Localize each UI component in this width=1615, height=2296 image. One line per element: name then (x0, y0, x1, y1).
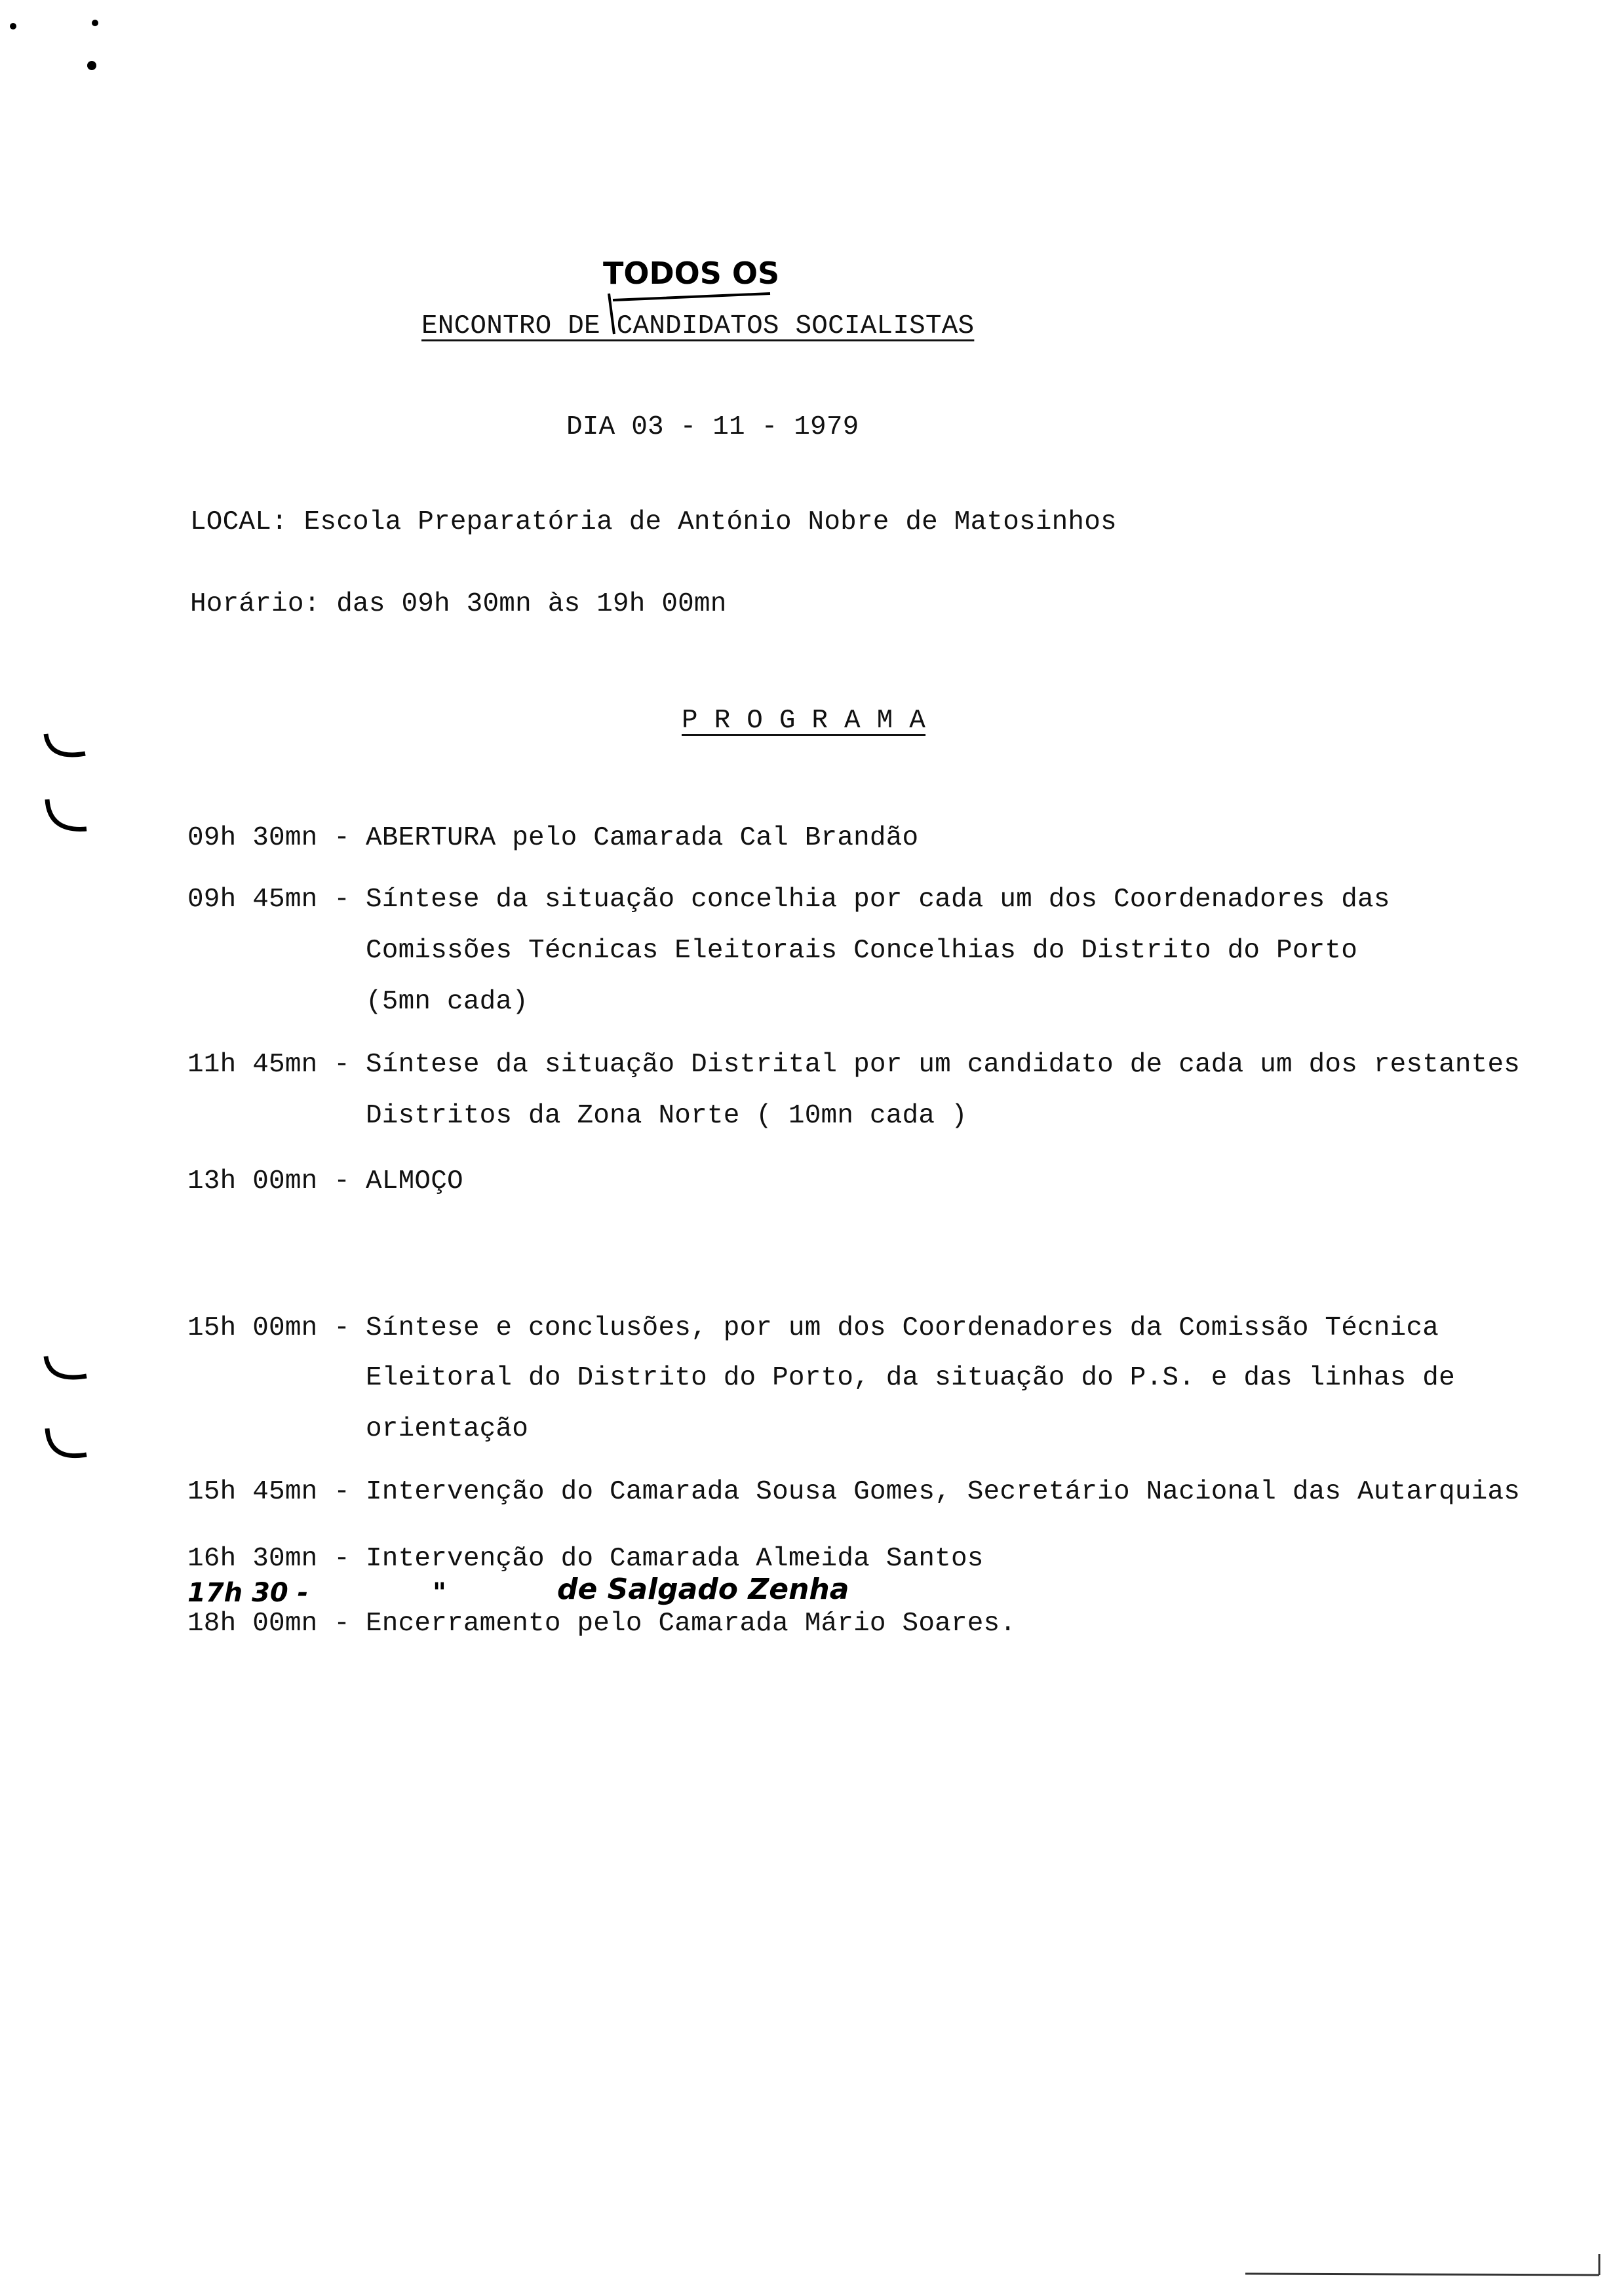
program-time: 15h 00mn - (187, 1313, 351, 1343)
program-item: Intervenção do Camarada Sousa Gomes, Secretário Nacional das Autarquias (366, 1477, 1521, 1507)
program-item: Comissões Técnicas Eleitorais Concelhias do Distrito do Porto (366, 936, 1358, 966)
program-item: (5mn cada) (366, 987, 529, 1017)
program-time: 09h 30mn - (187, 823, 351, 853)
margin-hole-marks (39, 721, 98, 1474)
handwritten-ditto: " (433, 1578, 446, 1608)
program-time: 11h 45mn - (187, 1050, 351, 1080)
handwritten-time: 17h 30 - (187, 1578, 309, 1608)
program-item: Eleitoral do Distrito do Porto, da situação do P.S. e das linhas de (366, 1363, 1455, 1393)
handwritten-insert: TODOS OS (603, 256, 780, 291)
program-item: Distritos da Zona Norte ( 10mn cada ) (366, 1101, 967, 1131)
program-time: 18h 00mn - (187, 1609, 351, 1639)
document-title: ENCONTRO DE CANDIDATOS SOCIALISTAS (421, 311, 975, 341)
program-item: Intervenção do Camarada Almeida Santos (366, 1544, 984, 1574)
program-time: 15h 45mn - (187, 1477, 351, 1507)
handwritten-item: de Salgado Zenha (557, 1573, 849, 1606)
program-item: Síntese da situação Distrital por um candidato de cada um dos restantes (366, 1050, 1521, 1080)
date: DIA 03 - 11 - 1979 (566, 412, 859, 442)
location: LOCAL: Escola Preparatória de António Nobre de Matosinhos (190, 507, 1117, 537)
page-edge-line (1245, 2254, 1606, 2287)
scan-specks (0, 13, 131, 79)
program-item: orientação (366, 1414, 529, 1444)
program-item: Síntese da situação concelhia por cada um dos Coordenadores das (366, 885, 1390, 915)
program-heading: P R O G R A M A (682, 706, 926, 736)
program-item: Síntese e conclusões, por um dos Coordenadores da Comissão Técnica (366, 1313, 1439, 1343)
program-time: 09h 45mn - (187, 885, 351, 915)
program-item: Encerramento pelo Camarada Mário Soares. (366, 1609, 1017, 1639)
schedule-hours: Horário: das 09h 30mn às 19h 00mn (190, 589, 727, 619)
program-time: 16h 30mn - (187, 1544, 351, 1574)
program-time: 13h 00mn - (187, 1166, 351, 1196)
program-item: ALMOÇO (366, 1166, 463, 1196)
program-item: ABERTURA pelo Camarada Cal Brandão (366, 823, 919, 853)
